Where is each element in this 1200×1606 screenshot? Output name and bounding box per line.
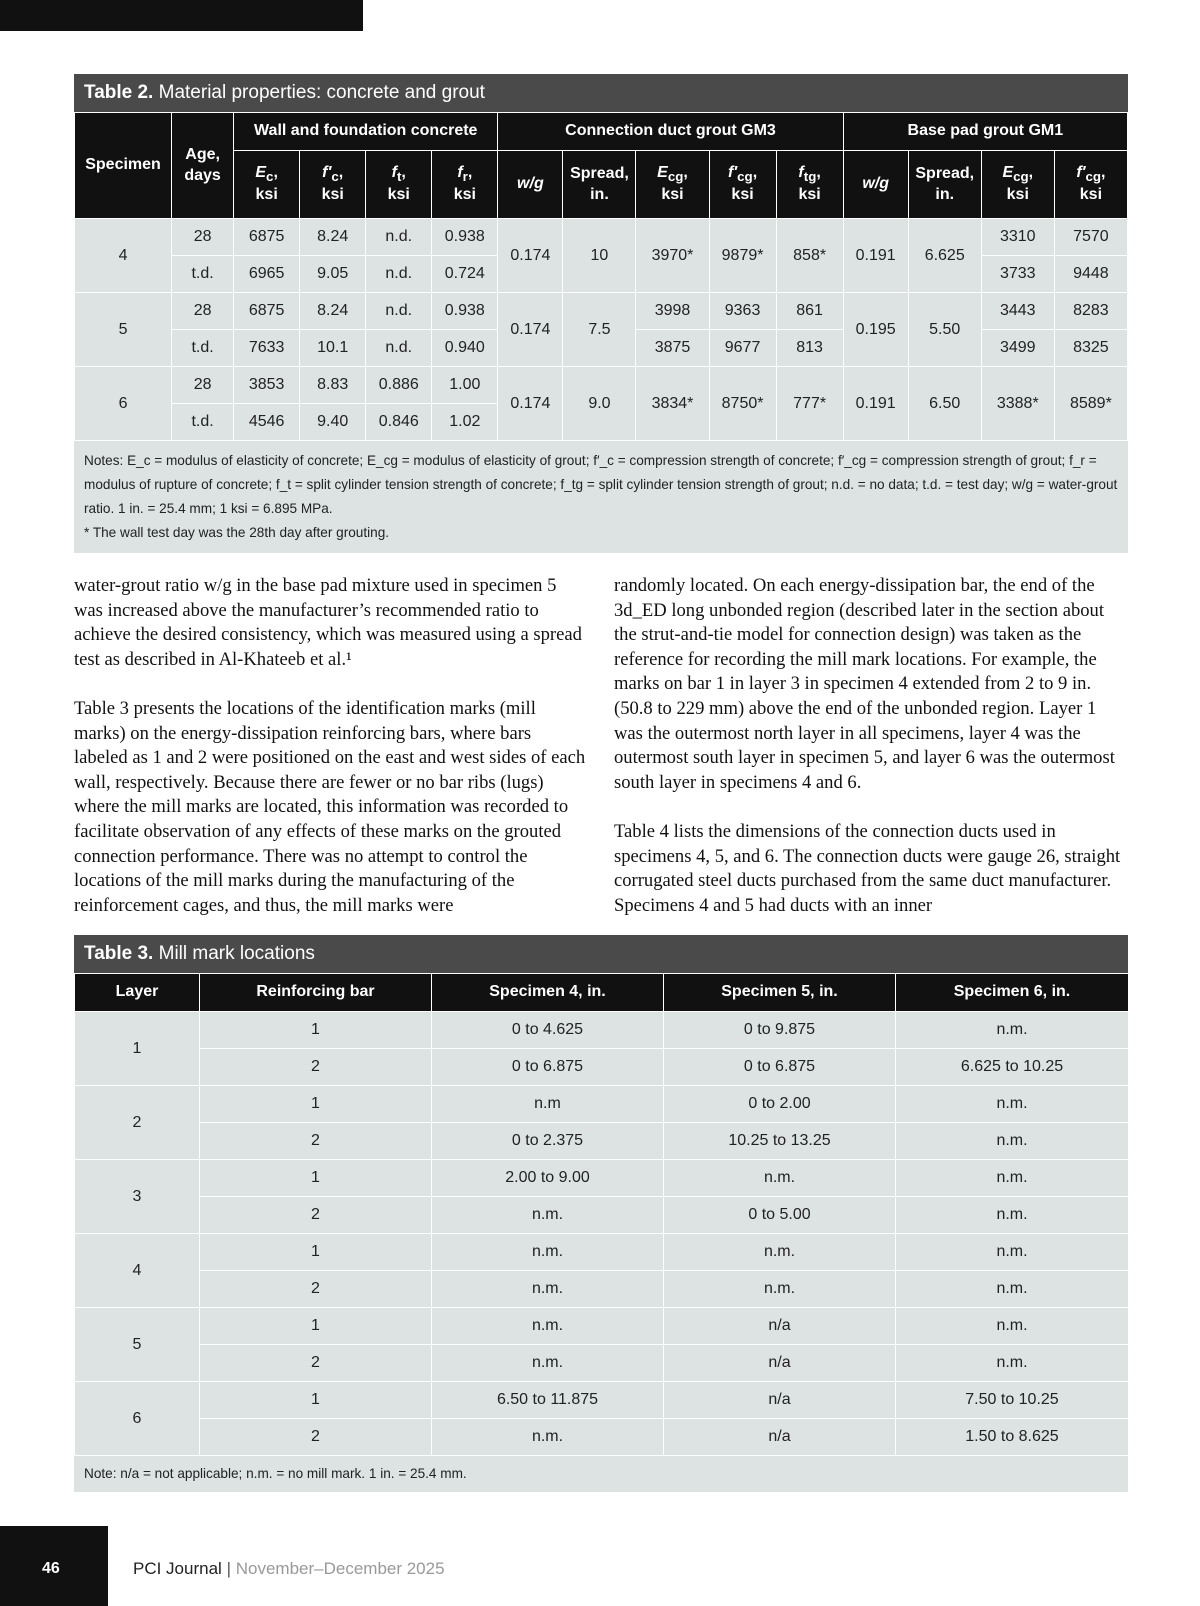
col-specimen: Specimen bbox=[75, 113, 172, 219]
table-cell: 3853 bbox=[234, 367, 300, 404]
table-cell: 28 bbox=[172, 293, 234, 330]
table-cell: n.m. bbox=[432, 1234, 664, 1271]
paragraph: randomly located. On each energy-dissipation bar, the end of the 3d_ED long unbonded region (described later in the section about the strut-and-tie model for connection design) was taken as the reference for recording the mill mark locations. For example, the marks on bar 1 in layer 3 in specimen 4 extended from 2 to 9 in. (50.8 to 229 mm) above the end of the unbonded region. Layer 1 was the outermost north layer in all specimens, layer 4 was the outermost south layer in specimen 5, and layer 6 was the outermost south layer in specimens 4 and 6. bbox=[614, 575, 1115, 793]
table-cell: 7.5 bbox=[563, 293, 636, 367]
col-wg: w/g bbox=[498, 151, 563, 219]
journal-name: PCI Journal bbox=[133, 1559, 222, 1578]
table-cell: 1 bbox=[200, 1382, 432, 1419]
table-cell: 10 bbox=[563, 219, 636, 293]
table-row bbox=[75, 1308, 1129, 1345]
table-cell: 1 bbox=[200, 1160, 432, 1197]
table-cell: n.d. bbox=[366, 293, 432, 330]
table-cell: n.m. bbox=[432, 1271, 664, 1308]
footer-journal bbox=[133, 1559, 445, 1579]
layer-cell: 6 bbox=[75, 1382, 200, 1456]
table-cell: 2 bbox=[200, 1271, 432, 1308]
table-cell: 0.938 bbox=[432, 219, 498, 256]
specimen-cell: 6 bbox=[75, 367, 172, 441]
table-cell: n.m. bbox=[896, 1197, 1129, 1234]
table-cell: 0 to 2.00 bbox=[664, 1086, 896, 1123]
table-row bbox=[75, 1382, 1129, 1419]
col-layer: Layer bbox=[75, 974, 200, 1012]
col-fr: $f_r$, ksi bbox=[432, 151, 498, 219]
table-cell: n.m. bbox=[896, 1160, 1129, 1197]
table-cell: 0.724 bbox=[432, 256, 498, 293]
group-duct-grout: Connection duct grout GM3 bbox=[498, 113, 843, 151]
table-cell: 9677 bbox=[709, 330, 776, 367]
table-cell: n.m. bbox=[896, 1123, 1129, 1160]
paragraph: Table 3 presents the locations of the identification marks (mill marks) on the energy-dissipation reinforcing bars, where bars labeled as 1 and 2 were positioned on the east and west sides of each wall, respectively. Because there are fewer or no bar ribs (lugs) where the mill marks are located, this information was recorded to facilitate observation of any effects of these marks on the grouted connection performance. There was no attempt to control the locations of the mill marks during the manufacturing of the reinforcement cages, and thus, the mill marks were bbox=[74, 697, 586, 916]
table-cell: n.m. bbox=[664, 1271, 896, 1308]
table-row bbox=[75, 1086, 1129, 1123]
table-cell: 3998 bbox=[636, 293, 709, 330]
col-fc: $f'_c$, ksi bbox=[300, 151, 366, 219]
table-cell: t.d. bbox=[172, 404, 234, 441]
col-ec: $E_c$, ksi bbox=[234, 151, 300, 219]
table-cell: 0.846 bbox=[366, 404, 432, 441]
table-row bbox=[75, 1271, 1129, 1308]
col-ecg-base: $E_{cg}$, ksi bbox=[981, 151, 1054, 219]
col-ftg: $f_{tg}$, ksi bbox=[776, 151, 843, 219]
table-cell: 4546 bbox=[234, 404, 300, 441]
table-cell: 6.625 to 10.25 bbox=[896, 1049, 1129, 1086]
table-cell: 2 bbox=[200, 1345, 432, 1382]
table-cell: 3499 bbox=[981, 330, 1054, 367]
table-cell: 6965 bbox=[234, 256, 300, 293]
table-cell: t.d. bbox=[172, 330, 234, 367]
table-cell: 0.174 bbox=[498, 219, 563, 293]
table-cell: n.m. bbox=[896, 1308, 1129, 1345]
specimen-cell: 4 bbox=[75, 219, 172, 293]
col-spread: Spread, in. bbox=[563, 151, 636, 219]
table-cell: n.m. bbox=[432, 1308, 664, 1345]
table-cell: n.m. bbox=[664, 1234, 896, 1271]
table-cell: 0 to 2.375 bbox=[432, 1123, 664, 1160]
layer-cell: 1 bbox=[75, 1012, 200, 1086]
table-row bbox=[75, 1197, 1129, 1234]
table-cell: 10.25 to 13.25 bbox=[664, 1123, 896, 1160]
col-specimen-4: Specimen 4, in. bbox=[432, 974, 664, 1012]
table-cell: 777* bbox=[776, 367, 843, 441]
table-cell: 8325 bbox=[1054, 330, 1127, 367]
table-cell: n/a bbox=[664, 1308, 896, 1345]
table-row bbox=[75, 293, 1128, 330]
table-cell: 6.50 bbox=[908, 367, 981, 441]
table-cell: n/a bbox=[664, 1345, 896, 1382]
table-cell: 9879* bbox=[709, 219, 776, 293]
table-cell: n.m. bbox=[664, 1160, 896, 1197]
group-base-grout: Base pad grout GM1 bbox=[843, 113, 1127, 151]
table-cell: 2 bbox=[200, 1049, 432, 1086]
table-cell: 1.50 to 8.625 bbox=[896, 1419, 1129, 1456]
table-cell: n.m. bbox=[896, 1234, 1129, 1271]
col-wg-base: w/g bbox=[843, 151, 908, 219]
table-cell: 7.50 to 10.25 bbox=[896, 1382, 1129, 1419]
table-cell: 0 to 5.00 bbox=[664, 1197, 896, 1234]
table-2-notes-text: Notes: E_c = modulus of elasticity of concrete; E_cg = modulus of elasticity of grout; f′_c = compression strength of concrete; f′_cg = compression strength of grout; f_r = modulus of rupture of concrete; f_t = split cylinder tension strength of concrete; f_tg = split cylinder tension strength of grout; n.d. = no data; t.d. = test day; w/g = water-grout ratio. 1 in. = 25.4 mm; 1 ksi = 6.895 MPa. bbox=[84, 453, 1118, 516]
col-specimen-5: Specimen 5, in. bbox=[664, 974, 896, 1012]
table-cell: 0.938 bbox=[432, 293, 498, 330]
table-cell: 9.05 bbox=[300, 256, 366, 293]
table-cell: n/a bbox=[664, 1382, 896, 1419]
col-spread-base: Spread, in. bbox=[908, 151, 981, 219]
table-cell: n/a bbox=[664, 1419, 896, 1456]
table-cell: 9448 bbox=[1054, 256, 1127, 293]
table-row bbox=[75, 1012, 1129, 1049]
table-cell: 10.1 bbox=[300, 330, 366, 367]
table-cell: 861 bbox=[776, 293, 843, 330]
table-cell: 8589* bbox=[1054, 367, 1127, 441]
paragraph: Table 4 lists the dimensions of the connection ducts used in specimens 4, 5, and 6. The connection ducts were gauge 26, straight corrugated steel ducts purchased from the same duct manufacturer. Specimens 4 and 5 had ducts with an inner bbox=[614, 820, 1121, 916]
table-cell: 0.174 bbox=[498, 367, 563, 441]
table-cell: 1 bbox=[200, 1012, 432, 1049]
table-cell: 28 bbox=[172, 219, 234, 256]
table-2-title: Table 2. Material properties: concrete and grout bbox=[74, 74, 1128, 112]
table-3-title: Table 3. Mill mark locations bbox=[74, 935, 1128, 973]
table-cell: n.m. bbox=[432, 1419, 664, 1456]
table-cell: 9.0 bbox=[563, 367, 636, 441]
table-2-footnote: * The wall test day was the 28th day after grouting. bbox=[84, 525, 390, 540]
table-cell: 9363 bbox=[709, 293, 776, 330]
table-cell: 7633 bbox=[234, 330, 300, 367]
col-age: Age, days bbox=[172, 113, 234, 219]
table-cell: 0.195 bbox=[843, 293, 908, 367]
table-cell: 0 to 4.625 bbox=[432, 1012, 664, 1049]
table-cell: 3970* bbox=[636, 219, 709, 293]
table-cell: n.d. bbox=[366, 330, 432, 367]
table-row bbox=[75, 1123, 1129, 1160]
table-row bbox=[75, 1160, 1129, 1197]
table-cell: 0 to 6.875 bbox=[432, 1049, 664, 1086]
table-cell: 1 bbox=[200, 1086, 432, 1123]
body-column-right bbox=[614, 574, 1126, 943]
table-cell: n.m. bbox=[432, 1197, 664, 1234]
table-3-grid bbox=[74, 973, 1129, 1456]
table-cell: 6875 bbox=[234, 293, 300, 330]
table-cell: 3443 bbox=[981, 293, 1054, 330]
table-row bbox=[75, 1234, 1129, 1271]
table-cell: t.d. bbox=[172, 256, 234, 293]
table-cell: 1.02 bbox=[432, 404, 498, 441]
layer-cell: 3 bbox=[75, 1160, 200, 1234]
table-cell: 1 bbox=[200, 1308, 432, 1345]
table-cell: 0.191 bbox=[843, 219, 908, 293]
table-cell: n.m. bbox=[896, 1012, 1129, 1049]
body-column-left bbox=[74, 574, 586, 943]
table-2-grid bbox=[74, 112, 1128, 441]
layer-cell: 2 bbox=[75, 1086, 200, 1160]
table-cell: 6875 bbox=[234, 219, 300, 256]
table-cell: n.m. bbox=[896, 1271, 1129, 1308]
table-cell: 3875 bbox=[636, 330, 709, 367]
table-cell: 6.625 bbox=[908, 219, 981, 293]
table-cell: 2.00 to 9.00 bbox=[432, 1160, 664, 1197]
table-cell: 0.174 bbox=[498, 293, 563, 367]
table-3 bbox=[74, 935, 1128, 1492]
table-cell: 0 to 6.875 bbox=[664, 1049, 896, 1086]
table-3-body bbox=[75, 1012, 1129, 1456]
table-cell: 1 bbox=[200, 1234, 432, 1271]
table-cell: 8283 bbox=[1054, 293, 1127, 330]
table-3-note: Note: n/a = not applicable; n.m. = no mill mark. 1 in. = 25.4 mm. bbox=[84, 1466, 467, 1481]
table-cell: n.m. bbox=[432, 1345, 664, 1382]
table-cell: 1.00 bbox=[432, 367, 498, 404]
table-cell: 0.886 bbox=[366, 367, 432, 404]
table-cell: 0.191 bbox=[843, 367, 908, 441]
col-ecg: $E_{cg}$, ksi bbox=[636, 151, 709, 219]
col-fcg: $f'_{cg}$, ksi bbox=[709, 151, 776, 219]
table-cell: 2 bbox=[200, 1197, 432, 1234]
table-row bbox=[75, 367, 1128, 404]
table-cell: 8.24 bbox=[300, 219, 366, 256]
group-wall-concrete: Wall and foundation concrete bbox=[234, 113, 498, 151]
page-number-box bbox=[0, 1526, 108, 1606]
table-row bbox=[75, 219, 1128, 256]
footer-separator: | bbox=[226, 1559, 231, 1578]
table-cell: 3834* bbox=[636, 367, 709, 441]
paragraph: water-grout ratio w/g in the base pad mixture used in specimen 5 was increased above the manufacturer’s recommended ratio to achieve the desired consistency, which was measured using a spread test as described in Al-Khateeb et al.¹ bbox=[74, 575, 582, 670]
table-cell: n.d. bbox=[366, 219, 432, 256]
table-2 bbox=[74, 74, 1128, 553]
table-cell: 7570 bbox=[1054, 219, 1127, 256]
table-cell: 2 bbox=[200, 1123, 432, 1160]
table-row bbox=[75, 1049, 1129, 1086]
table-row bbox=[75, 1419, 1129, 1456]
table-cell: 9.40 bbox=[300, 404, 366, 441]
table-cell: 8750* bbox=[709, 367, 776, 441]
table-cell: n.m. bbox=[896, 1345, 1129, 1382]
table-cell: 3310 bbox=[981, 219, 1054, 256]
col-ft: $f_t$, ksi bbox=[366, 151, 432, 219]
table-cell: n.d. bbox=[366, 256, 432, 293]
table-cell: 6.50 to 11.875 bbox=[432, 1382, 664, 1419]
table-cell: n.m bbox=[432, 1086, 664, 1123]
table-cell: 28 bbox=[172, 367, 234, 404]
table-cell: 5.50 bbox=[908, 293, 981, 367]
layer-cell: 5 bbox=[75, 1308, 200, 1382]
col-reinforcing-bar: Reinforcing bar bbox=[200, 974, 432, 1012]
table-cell: 3388* bbox=[981, 367, 1054, 441]
col-fcg-base: $f'_{cg}$, ksi bbox=[1054, 151, 1127, 219]
table-cell: 813 bbox=[776, 330, 843, 367]
table-cell: 0.940 bbox=[432, 330, 498, 367]
page-number: 46 bbox=[42, 1560, 60, 1577]
journal-issue: November–December 2025 bbox=[235, 1559, 445, 1578]
table-row bbox=[75, 1345, 1129, 1382]
table-cell: n.m. bbox=[896, 1086, 1129, 1123]
specimen-cell: 5 bbox=[75, 293, 172, 367]
table-cell: 858* bbox=[776, 219, 843, 293]
table-cell: 3733 bbox=[981, 256, 1054, 293]
table-cell: 0 to 9.875 bbox=[664, 1012, 896, 1049]
table-cell: 8.83 bbox=[300, 367, 366, 404]
layer-cell: 4 bbox=[75, 1234, 200, 1308]
table-2-notes bbox=[74, 441, 1128, 553]
col-specimen-6: Specimen 6, in. bbox=[896, 974, 1129, 1012]
table-cell: 8.24 bbox=[300, 293, 366, 330]
table-cell: 2 bbox=[200, 1419, 432, 1456]
top-black-bar bbox=[0, 0, 363, 31]
